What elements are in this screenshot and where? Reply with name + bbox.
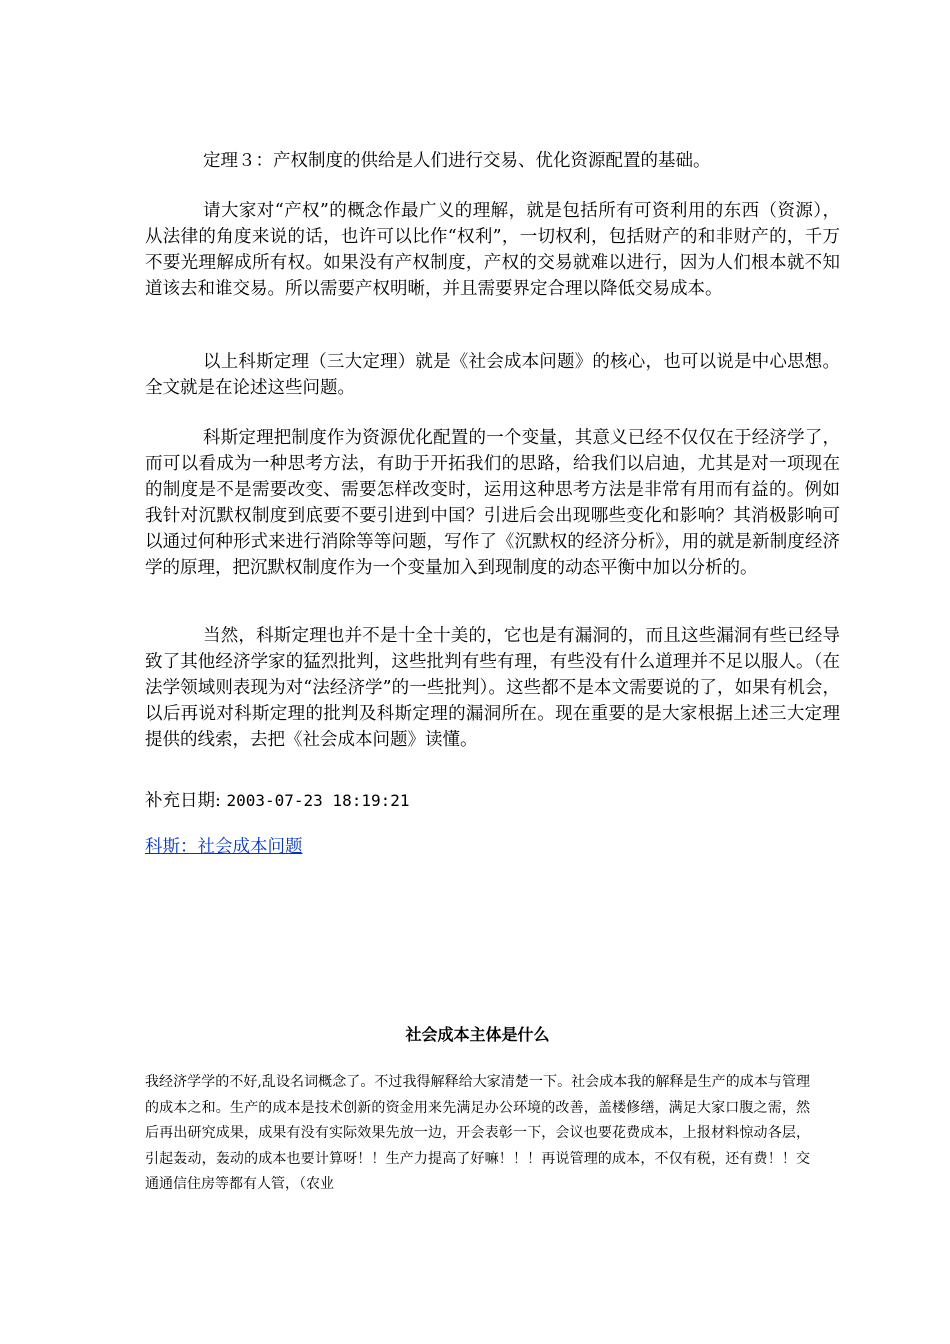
coase-social-cost-link[interactable]: 科斯：社会成本问题 bbox=[145, 837, 303, 857]
section-body: 我经济学学的不好,乱设名词概念了。不过我得解释给大家清楚一下。社会成本我的解释是生产的成本与管理的成本之和。生产的成本是技术创新的资金用来先满足办公环境的改善，盖楼修缮，满足大家口腹之需，然后再出研究成果，成果有没有实际效果先放一边，开会表彰一下，会议也要花费成本，上报材料惊动各层，引起轰动，轰动的成本也要计算呀！！生产力提高了好嘛！！！再说管理的成本，不仅有税，还有费！！交通通信住房等都有人管，（农业 bbox=[145, 1074, 810, 1192]
supplement-date-value: 2003-07-23 18:19:21 bbox=[226, 791, 410, 810]
supplement-date bbox=[145, 788, 410, 814]
paragraph-core-idea: 以上科斯定理（三大定理）就是《社会成本问题》的核心，也可以说是中心思想。全文就是在论述这些问题。 bbox=[145, 352, 840, 398]
paragraph-property-rights: 请大家对“产权”的概念作最广义的理解，就是包括所有可资利用的东西（资源），从法律的角度来说的话，也许可以比作“权利”，一切权利，包括财产的和非财产的，千万不要光理解成所有权。如果没有产权制度，产权的交易就难以进行，因为人们根本就不知道该去和谁交易。所以需要产权明晰，并且需要界定合理以降低交易成本。 bbox=[145, 201, 840, 299]
paragraph-theorem-3: 定理３：产权制度的供给是人们进行交易、优化资源配置的基础。 bbox=[203, 151, 711, 171]
paragraph-method: 科斯定理把制度作为资源优化配置的一个变量，其意义已经不仅仅在于经济学了，而可以看成为一种思考方法，有助于开拓我们的思路，给我们以启迪，尤其是对一项现在的制度是不是需要改变、需要怎样改变时，运用这种思考方法是非常有用而有益的。例如我针对沉默权制度到底要不要引进到中国？引进后会出现哪些变化和影响？其消极影响可以通过何种形式来进行消除等等问题，写作了《沉默权的经济分析》，用的就是新制度经济学的原理，把沉默权制度作为一个变量加入到现制度的动态平衡中加以分析的。 bbox=[145, 428, 840, 578]
supplement-date-label: 补充日期: bbox=[145, 791, 227, 811]
section-title: 社会成本主体是什么 bbox=[405, 1025, 550, 1044]
paragraph-criticism: 当然，科斯定理也并不是十全十美的，它也是有漏洞的，而且这些漏洞有些已经导致了其他经济学家的猛烈批判，这些批判有些有理，有些没有什么道理并不足以服人。（在法学领域则表现为对“法经济学”的一些批判）。这些都不是本文需要说的了，如果有机会，以后再说对科斯定理的批判及科斯定理的漏洞所在。现在重要的是大家根据上述三大定理提供的线索，去把《社会成本问题》读懂。 bbox=[145, 626, 840, 750]
